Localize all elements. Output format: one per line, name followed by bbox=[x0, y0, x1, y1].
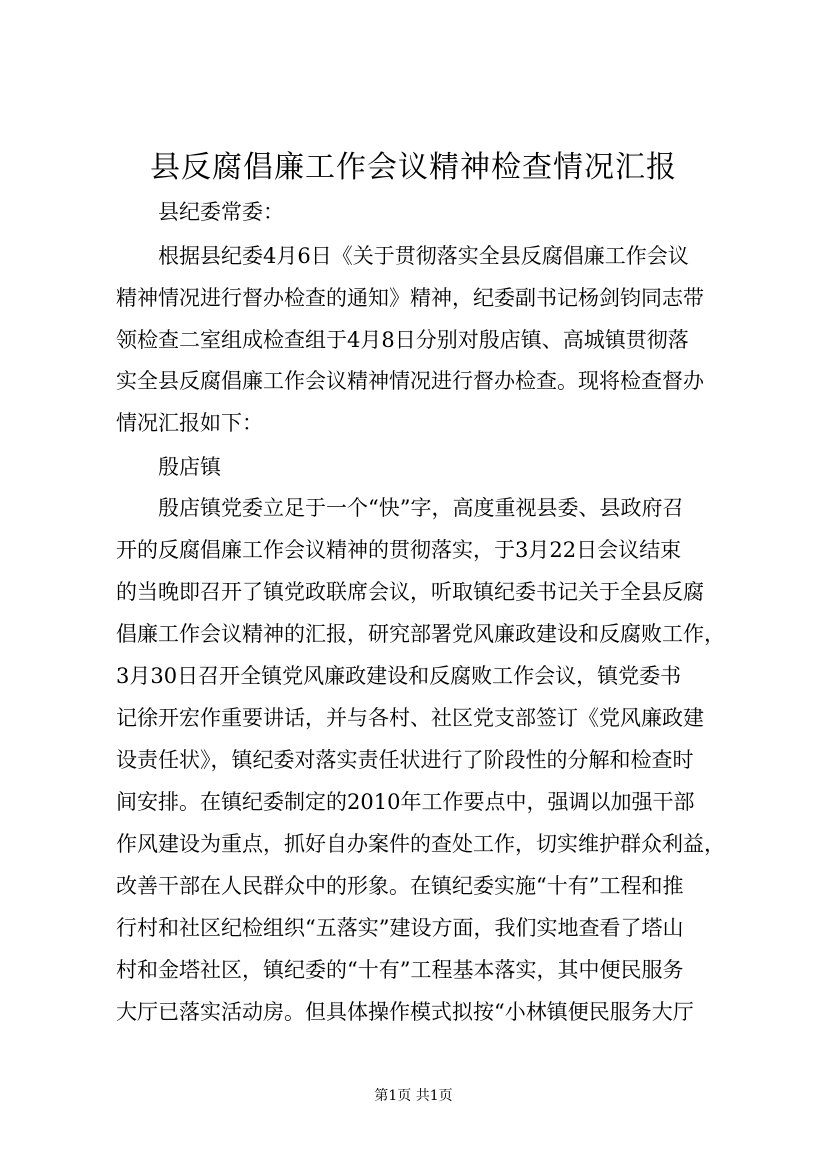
paragraph-line: 村和金塔社区，镇纪委的“十有”工程基本落实，其中便民服务 bbox=[116, 958, 684, 982]
paragraph-line: 倡廉工作会议精神的汇报，研究部署党风廉政建设和反腐败工作， bbox=[116, 622, 725, 646]
paragraph-line: 的当晚即召开了镇党政联席会议，听取镇纪委书记关于全县反腐 bbox=[116, 580, 704, 604]
paragraph-line: 设责任状》，镇纪委对落实责任状进行了阶段性的分解和检查时 bbox=[116, 748, 694, 772]
paragraph-line: 领检查二室组成检查组于4月8日分别对殷店镇、高城镇贯彻落 bbox=[116, 328, 689, 352]
paragraph-line: 记徐开宏作重要讲话，并与各村、社区党支部签订《党风廉政建 bbox=[116, 706, 704, 730]
paragraph-line: 实全县反腐倡廉工作会议精神情况进行督办检查。现将检查督办 bbox=[116, 369, 704, 393]
paragraph-line: 开的反腐倡廉工作会议精神的贯彻落实，于3月22日会议结束 bbox=[116, 538, 682, 562]
paragraph-line: 作风建设为重点，抓好自办案件的查处工作，切实维护群众利益， bbox=[116, 832, 725, 856]
paragraph-line: 间安排。在镇纪委制定的2010年工作要点中，强调以加强干部 bbox=[116, 790, 695, 814]
page-number-footer: 第1页 共1页 bbox=[374, 1088, 453, 1104]
paragraph-line: 殷店镇党委立足于一个“快”字，高度重视县委、县政府召 bbox=[158, 496, 684, 520]
paragraph-line: 3月30日召开全镇党风廉政建设和反腐败工作会议，镇党委书 bbox=[116, 664, 682, 688]
paragraph-line: 大厅已落实活动房。但具体操作模式拟按“小林镇便民服务大厅 bbox=[116, 1000, 694, 1024]
paragraph-line: 行村和社区纪检组织“五落实”建设方面，我们实地查看了塔山 bbox=[116, 916, 684, 940]
paragraph-line: 精神情况进行督办检查的通知》精神，纪委副书记杨剑钧同志带 bbox=[116, 286, 704, 310]
paragraph-line: 情况汇报如下： bbox=[116, 411, 263, 435]
paragraph-line: 改善干部在人民群众中的形象。在镇纪委实施“十有”工程和推 bbox=[116, 874, 684, 898]
salutation: 县纪委常委： bbox=[158, 200, 284, 224]
paragraph-line: 根据县纪委4月6日《关于贯彻落实全县反腐倡廉工作会议 bbox=[158, 244, 689, 268]
document-title: 县反腐倡廉工作会议精神检查情况汇报 bbox=[150, 150, 677, 185]
section-heading: 殷店镇 bbox=[158, 455, 221, 479]
